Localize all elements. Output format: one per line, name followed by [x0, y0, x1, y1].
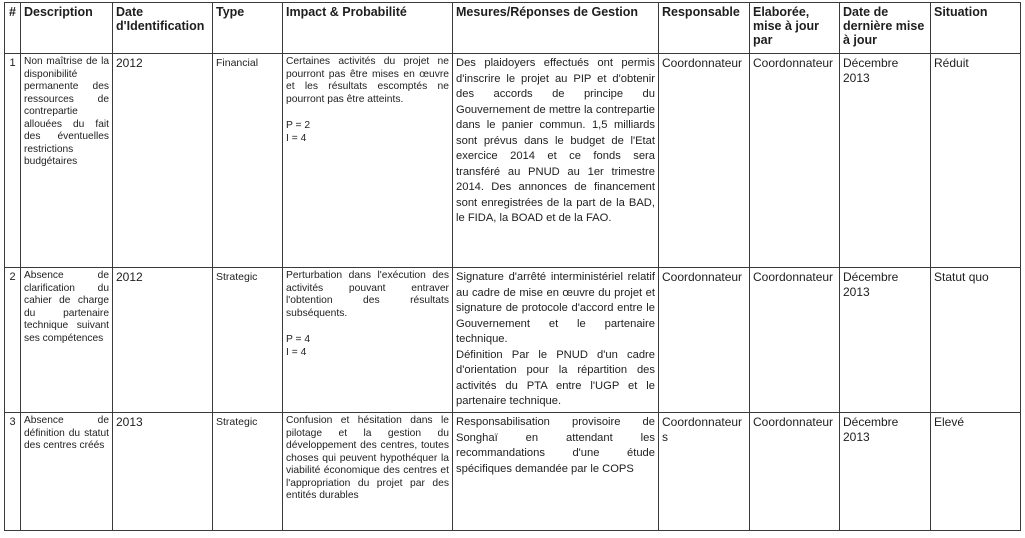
- impact-text: Confusion et hésitation dans le pilotage et la gestion du développement des centres, toutes choses qui peuvent hypothéquer la viabilité économique des centres et l'appropriation du projet par des entités durables: [286, 415, 449, 501]
- header-responsable: Responsable: [659, 3, 750, 54]
- impact-value: I = 4: [286, 132, 307, 144]
- row-impact: [283, 413, 453, 531]
- header-row: [5, 3, 1021, 54]
- row-impact: [283, 268, 453, 413]
- row-mesures: [453, 54, 659, 268]
- table-row: [5, 413, 1021, 531]
- row-date-maj: Décembre 2013: [840, 268, 931, 413]
- header-type: Type: [213, 3, 283, 54]
- impact-text: Certaines activités du projet ne pourront pas être mises en œuvre et les résultats escomptés ne pourront pas être atteints.: [286, 56, 449, 105]
- header-date-identification: Date d'Identification: [113, 3, 213, 54]
- impact-text: Perturbation dans l'exécution des activités pouvant entraver l'obtention des résultats subséquents.: [286, 270, 449, 319]
- row-type: Financial: [213, 54, 283, 268]
- header-mesures: Mesures/Réponses de Gestion: [453, 3, 659, 54]
- row-date: 2013: [113, 413, 213, 531]
- row-situation: Réduit: [931, 54, 1021, 268]
- row-description: Non maîtrise de la disponibilité permanente des ressources de contrepartie allouées du fait des éventuelles restrictions budgétaires: [21, 54, 113, 268]
- probability-value: P = 2: [286, 120, 311, 131]
- header-date-derniere-maj: Date de dernière mise à jour: [840, 3, 931, 54]
- header-situation: Situation: [931, 3, 1021, 54]
- row-num: 2: [5, 268, 21, 413]
- impact-value: I = 4: [286, 346, 307, 358]
- row-situation: Statut quo: [931, 268, 1021, 413]
- row-type: Strategic: [213, 268, 283, 413]
- risk-log-table: [4, 2, 1021, 531]
- row-responsable: Coordonnateur: [659, 54, 750, 268]
- row-responsable: Coordonnateurs: [659, 413, 750, 531]
- row-situation: Elevé: [931, 413, 1021, 531]
- row-date-maj: Décembre 2013: [840, 54, 931, 268]
- probability-value: P = 4: [286, 334, 311, 345]
- header-num: #: [5, 3, 21, 54]
- row-mesures: [453, 268, 659, 413]
- mesures-text: Responsabilisation provisoire de Songhaï en attendant les recommandations d'une étude spécifiques demandée par le COPS: [456, 416, 655, 475]
- row-responsable: Coordonnateur: [659, 268, 750, 413]
- row-description: Absence de définition du statut des centres créés: [21, 413, 113, 531]
- row-elaboree: Coordonnateur: [750, 413, 840, 531]
- row-num: 1: [5, 54, 21, 268]
- table-row: [5, 268, 1021, 413]
- header-elaboree: Elaborée, mise à jour par: [750, 3, 840, 54]
- mesures-text-2: Définition Par le PNUD d'un cadre d'orientation pour la répartition des activités du PTA entre l'UGP et le partenaire technique.: [456, 348, 655, 407]
- mesures-text: Des plaidoyers effectués ont permis d'inscrire le projet au PIP et d'obtenir des accords de principe du Gouvernement de mettre la contrepartie dans le panier commun. 1,5 milliards sont prévus dans le budget de l'Etat exercice 2014 et ce fonds sera transféré au PNUD au 1er trimestre 2014. Des annonces de financement sont enregistrées de la part de la BAD, le FIDA, la BOAD et de la FAO.: [456, 57, 655, 224]
- row-description: Absence de clarification du cahier de charge du partenaire technique suivant ses compétences: [21, 268, 113, 413]
- header-description: Description: [21, 3, 113, 54]
- row-type: Strategic: [213, 413, 283, 531]
- row-date: 2012: [113, 268, 213, 413]
- row-elaboree: Coordonnateur: [750, 54, 840, 268]
- row-date: 2012: [113, 54, 213, 268]
- row-date-maj: Décembre 2013: [840, 413, 931, 531]
- row-mesures: [453, 413, 659, 531]
- row-impact: [283, 54, 453, 268]
- row-num: 3: [5, 413, 21, 531]
- header-impact-probabilite: Impact & Probabilité: [283, 3, 453, 54]
- row-elaboree: Coordonnateur: [750, 268, 840, 413]
- mesures-text: Signature d'arrêté interministériel relatif au cadre de mise en œuvre du projet et signature de protocole d'accord entre le Gouvernement et le partenaire technique.: [456, 271, 655, 345]
- table-row: [5, 54, 1021, 268]
